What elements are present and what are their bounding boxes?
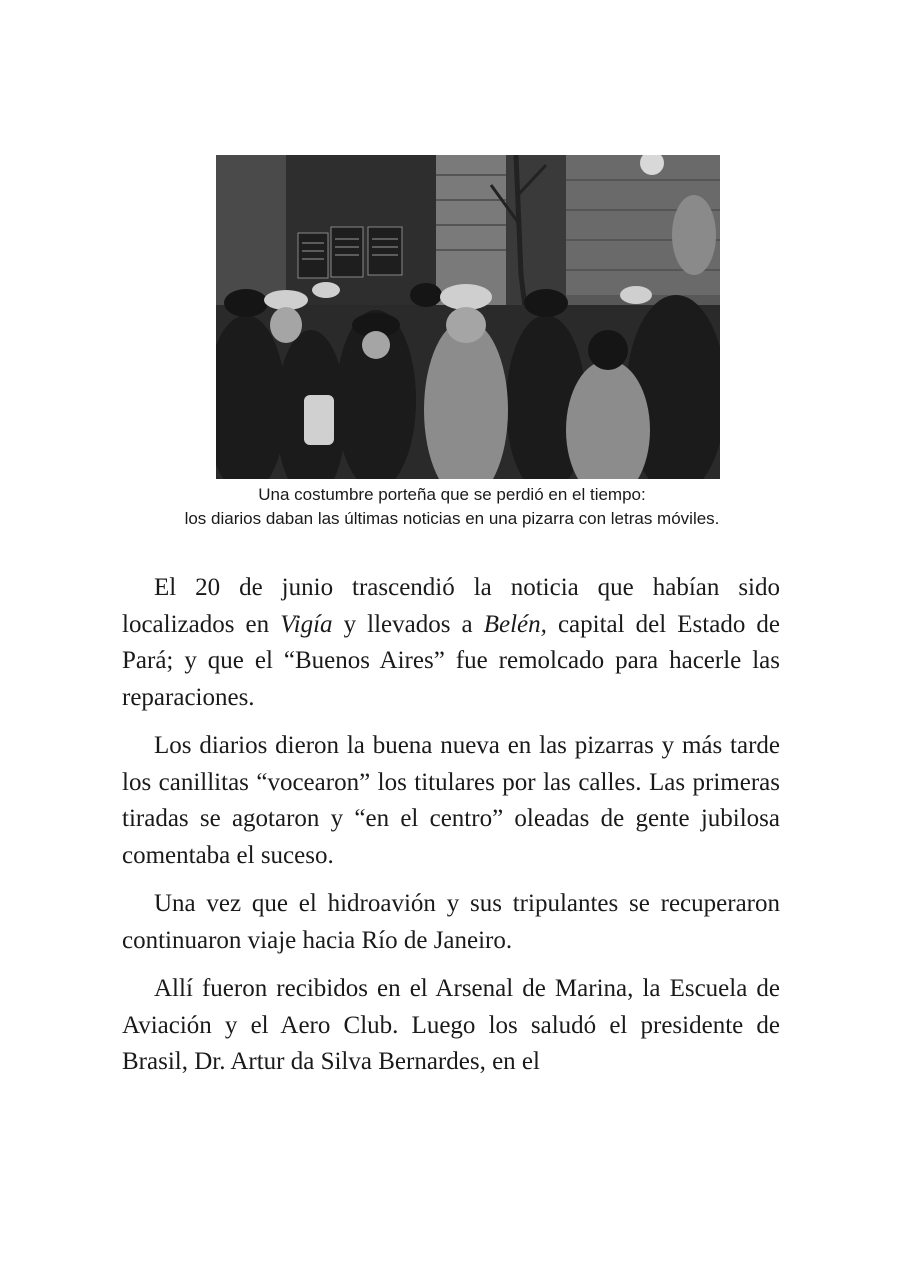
- paragraph-3: Una vez que el hidroavión y sus tripulantes se recuperaron continuaron viaje hacia Río de Janeiro.: [122, 890, 780, 954]
- crowd-photo: [216, 155, 720, 479]
- photo-caption: [100, 483, 804, 531]
- caption-line-2: los diarios daban las últimas noticias en una pizarra con letras móviles.: [184, 509, 720, 528]
- body-text: [122, 570, 780, 1093]
- paragraph-2: Los diarios dieron la buena nueva en las pizarras y más tarde los canillitas “vocearon” los titulares por las calles. Las primeras tiradas se agotaron y “en el centro” oleadas de gente jubilosa comentaba el suceso.: [122, 732, 780, 869]
- place-belen: Belén,: [483, 610, 547, 638]
- caption-line-1: Una costumbre porteña que se perdió en el tiempo:: [258, 485, 646, 504]
- paragraph-1: El 20 de junio trascendió la noticia que habían sido localizados en Vigía y llevados a Belén, capital del Estado de Pará; y que el “Buenos Aires” fue remolcado para hacerle las reparaciones.: [122, 574, 780, 711]
- paragraph-4: Allí fueron recibidos en el Arsenal de Marina, la Escuela de Aviación y el Aero Club. Luego los saludó el presidente de Brasil, Dr. Artur da Silva Bernardes, en el: [122, 975, 780, 1075]
- place-vigia: Vigía: [280, 610, 333, 638]
